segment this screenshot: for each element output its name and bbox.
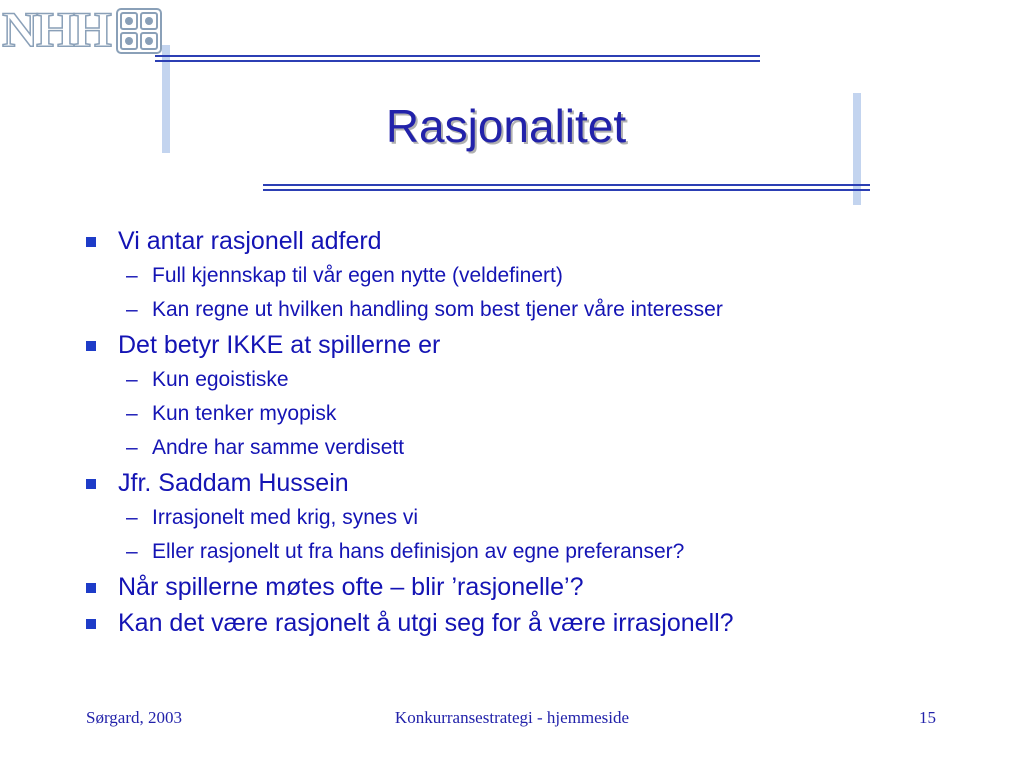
bullet-list xyxy=(86,223,986,641)
sub-bullet-text: Kun tenker myopisk xyxy=(152,402,337,425)
bullet-item xyxy=(86,465,986,501)
dash-bullet-icon: – xyxy=(126,436,138,459)
sub-bullet-item xyxy=(86,397,986,431)
sub-bullet-text: Kun egoistiske xyxy=(152,368,289,391)
square-bullet-icon xyxy=(86,479,96,489)
footer-course: Konkurransestrategi - hjemmeside xyxy=(394,708,630,727)
sub-bullet-text: Irrasjonelt med krig, synes vi xyxy=(152,506,419,529)
sub-bullet-item xyxy=(86,431,986,465)
sub-bullet-item xyxy=(86,501,986,535)
square-bullet-icon xyxy=(86,341,96,351)
nhh-logo xyxy=(0,0,170,60)
bullet-text: Det betyr IKKE at spillerne er xyxy=(118,331,441,359)
sub-bullet-item xyxy=(86,535,986,569)
footer-page-number: 15 xyxy=(919,708,936,727)
title-frame-top-rule-1 xyxy=(155,55,760,57)
sub-bullet-item xyxy=(86,259,986,293)
dash-bullet-icon: – xyxy=(126,264,138,287)
bullet-text: Vi antar rasjonell adferd xyxy=(118,227,382,255)
sub-bullet-item xyxy=(86,363,986,397)
dash-bullet-icon: – xyxy=(126,368,138,391)
slide-footer xyxy=(0,708,1024,732)
title-frame-top-rule-2 xyxy=(155,60,760,62)
sub-bullet-text: Andre har samme verdisett xyxy=(152,436,405,459)
bullet-text: Jfr. Saddam Hussein xyxy=(118,469,349,497)
nhh-emblem-icon xyxy=(116,8,162,54)
square-bullet-icon xyxy=(86,583,96,593)
bullet-text: Kan det være rasjonelt å utgi seg for å være irrasjonell? xyxy=(118,609,734,637)
square-bullet-icon xyxy=(86,619,96,629)
title-frame-bottom-rule-2 xyxy=(263,189,870,191)
dash-bullet-icon: – xyxy=(126,298,138,321)
logo-text: NHH xyxy=(2,1,110,57)
slide-title xyxy=(0,96,1024,156)
bullet-item xyxy=(86,605,986,641)
bullet-text: Når spillerne møtes ofte – blir ’rasjonelle’? xyxy=(118,573,584,601)
sub-bullet-text: Eller rasjonelt ut fra hans definisjon av egne preferanser? xyxy=(152,540,685,563)
bullet-item xyxy=(86,569,986,605)
dash-bullet-icon: – xyxy=(126,506,138,529)
slide-title-text: Rasjonalitet xyxy=(385,100,627,152)
sub-bullet-text: Full kjennskap til vår egen nytte (veldefinert) xyxy=(152,264,563,287)
dash-bullet-icon: – xyxy=(126,540,138,563)
bullet-item xyxy=(86,327,986,363)
title-frame-bottom-rule-1 xyxy=(263,184,870,186)
square-bullet-icon xyxy=(86,237,96,247)
sub-bullet-item xyxy=(86,293,986,327)
dash-bullet-icon: – xyxy=(126,402,138,425)
sub-bullet-text: Kan regne ut hvilken handling som best tjener våre interesser xyxy=(152,298,723,321)
bullet-item xyxy=(86,223,986,259)
footer-author-date: Sørgard, 2003 xyxy=(86,708,183,727)
